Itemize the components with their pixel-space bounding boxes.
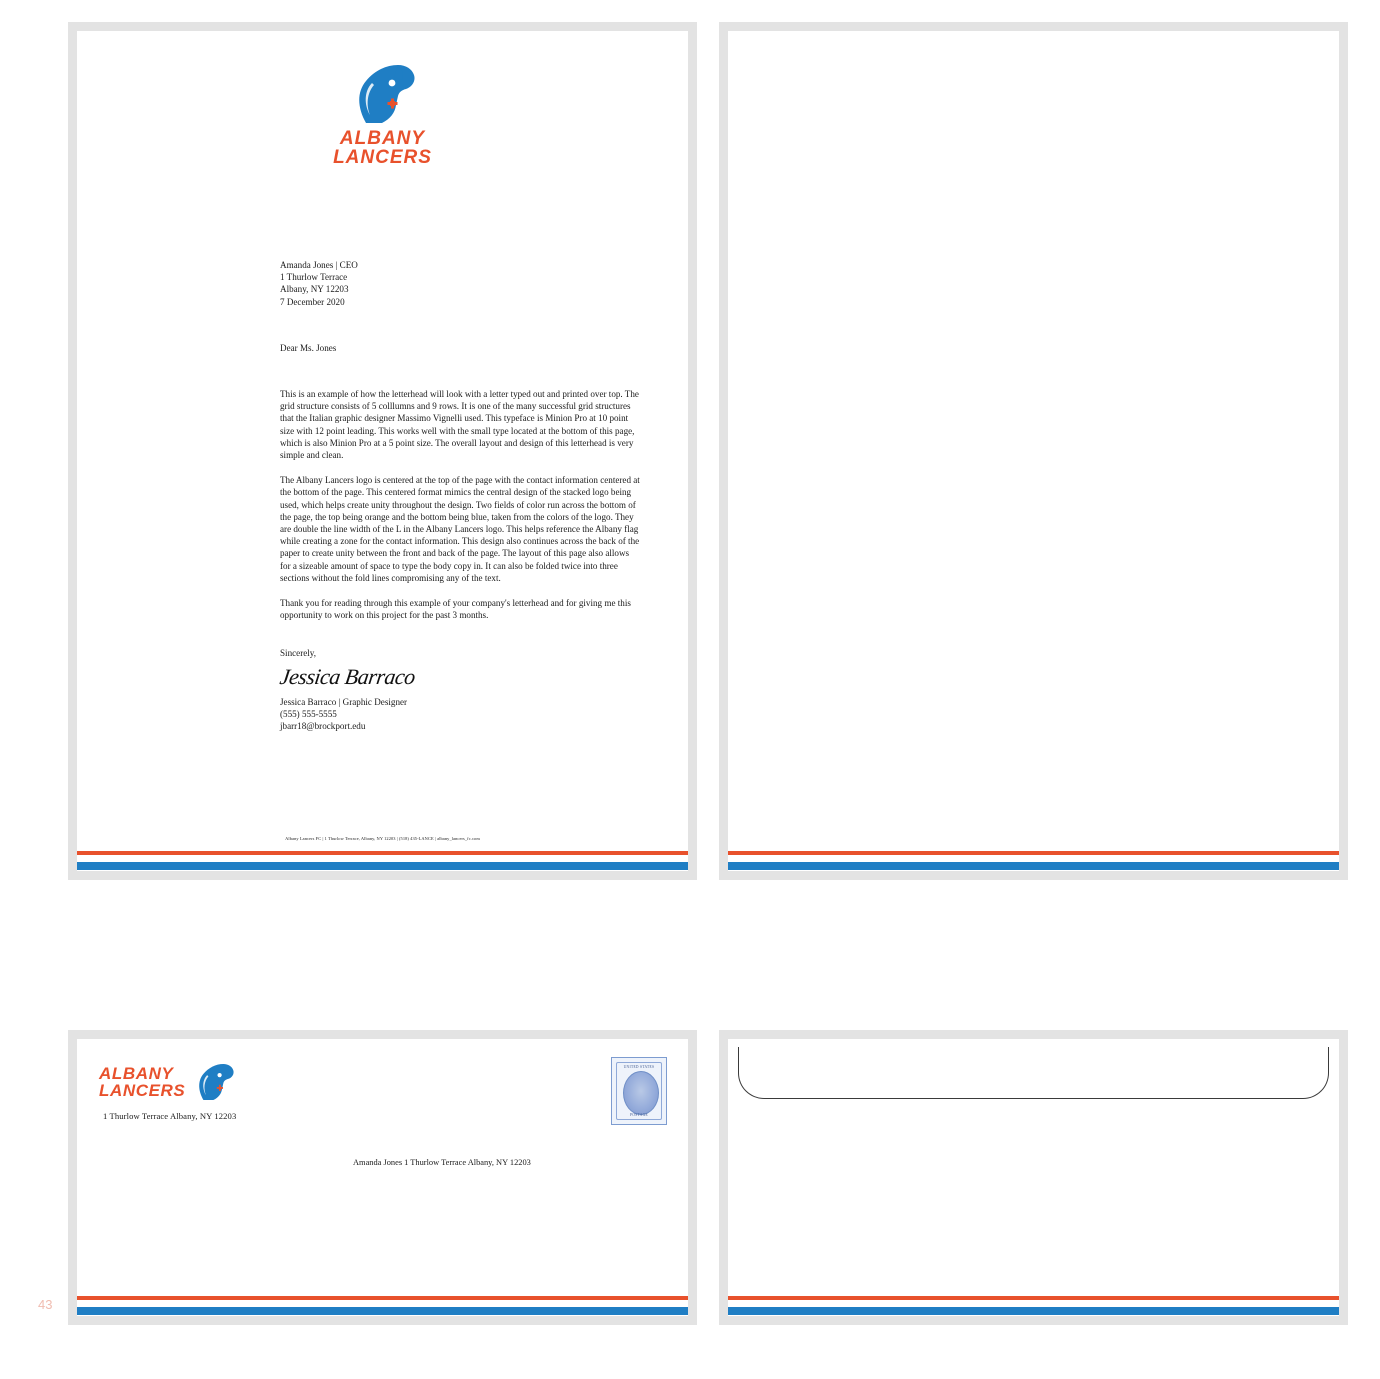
- envelope-wordmark-line1: ALBANY: [99, 1063, 174, 1083]
- recipient-city-state-zip: Albany, NY 12203: [280, 284, 349, 295]
- salutation: Dear Ms. Jones: [280, 342, 337, 353]
- letter-date: 7 December 2020: [280, 296, 345, 307]
- closing: Sincerely,: [280, 648, 317, 659]
- signer-block: [280, 696, 640, 733]
- stamp-bottom-text: POSTAGE: [630, 1113, 648, 1117]
- recipient-street: 1 Thurlow Terrace: [280, 272, 348, 283]
- wordmark-line1: ALBANY: [339, 128, 426, 149]
- envelope-flap: [738, 1047, 1329, 1099]
- signature: Jessica Barraco: [278, 663, 417, 689]
- lancer-horse-head-icon: [346, 61, 420, 127]
- stamp-portrait: [623, 1071, 659, 1115]
- band-blue: [728, 862, 1339, 870]
- recipient-name-title: Amanda Jones | CEO: [280, 260, 358, 270]
- envelope-front-page: [77, 1039, 688, 1316]
- band-blue: [77, 862, 688, 870]
- stamp-top-text: UNITED STATES: [623, 1065, 655, 1069]
- band-orange: [77, 851, 688, 855]
- body-paragraph-2: The Albany Lancers logo is centered at the top of the page with the contact information centered at the bottom of the page. This centered format mimics the central design of the stacked logo being used, which helps create unity throughout the design. Two fields of color run across the bottom of the page, the top being orange and the bottom being blue, taken from the colors of the logo. They are double the line width of the L in the Albany Lancers logo. This helps reference the Albany flag while creating a zone for the contact information. This design also continues across the back of the paper to create unity between the front and back of the page. The layout of this page also allows for a sizeable amount of space to type the body copy in. It can also be folded twice into three sections without the fold lines compromising any of the text.: [280, 475, 640, 583]
- wordmark-line2: LANCERS: [333, 147, 432, 169]
- envelope-back-page: [728, 1039, 1339, 1316]
- color-bands-envelope-back: [728, 1294, 1339, 1316]
- envelope-back-sheet: [719, 1030, 1348, 1325]
- envelope-recipient-street: 1 Thurlow Terrace: [404, 1158, 467, 1167]
- color-bands-envelope-front: [77, 1294, 688, 1316]
- band-blue: [77, 1307, 688, 1315]
- signer-email: jbarr18@brockport.edu: [280, 721, 366, 732]
- envelope-recipient-block: [353, 1157, 531, 1169]
- band-orange: [728, 851, 1339, 855]
- signer-phone: (555) 555-5555: [280, 708, 337, 719]
- letter-body: [280, 259, 640, 732]
- color-bands: [77, 849, 688, 871]
- band-orange: [77, 1296, 688, 1300]
- envelope-wordmark-line2: LANCERS: [99, 1081, 186, 1100]
- letterhead-page: [77, 31, 688, 871]
- letterhead-sheet: [68, 22, 697, 880]
- envelope-logo: [99, 1061, 237, 1103]
- letterhead-back-page: [728, 31, 1339, 871]
- postage-stamp-icon: [611, 1057, 667, 1125]
- envelope-recipient-name: Amanda Jones: [353, 1158, 403, 1167]
- band-orange: [728, 1296, 1339, 1300]
- wordmark: [77, 129, 688, 168]
- color-bands-back: [728, 849, 1339, 871]
- signer-name-title: Jessica Barraco | Graphic Designer: [280, 696, 408, 707]
- page-number: 43: [38, 1297, 53, 1312]
- envelope-return-address: 1 Thurlow Terrace Albany, NY 12203: [103, 1111, 237, 1121]
- letterhead-back-sheet: [719, 22, 1348, 880]
- envelope-recipient-city-state-zip: Albany, NY 12203: [467, 1158, 531, 1167]
- letterhead-footer-contact: Albany Lancers FC | 1 Thurlow Terrace, Albany, NY 12203 | (518) 435-LANCE | albany_lancers_fc.com: [285, 836, 480, 841]
- lancer-horse-head-icon: [191, 1061, 237, 1103]
- body-paragraph-1: This is an example of how the letterhead will look with a letter typed out and printed over top. The grid structure consists of 5 colllumns and 9 rows. It is one of the many successful grid structures that the Italian graphic designer Massimo Vignelli used. This typeface is Minion Pro at 10 point size with 12 point leading. This works well with the small type located at the bottom of this page, which is also Minion Pro at a 5 point size. The overall layout and design of this letterhead is very simple and clean.: [280, 389, 639, 461]
- band-blue: [728, 1307, 1339, 1315]
- recipient-block: [280, 259, 640, 308]
- albany-lancers-logo: [77, 61, 688, 168]
- envelope-front-sheet: [68, 1030, 697, 1325]
- body-paragraph-3: Thank you for reading through this example of your company's letterhead and for giving me this opportunity to work on this project for the past 3 months.: [280, 598, 631, 621]
- envelope-wordmark: [99, 1065, 185, 1100]
